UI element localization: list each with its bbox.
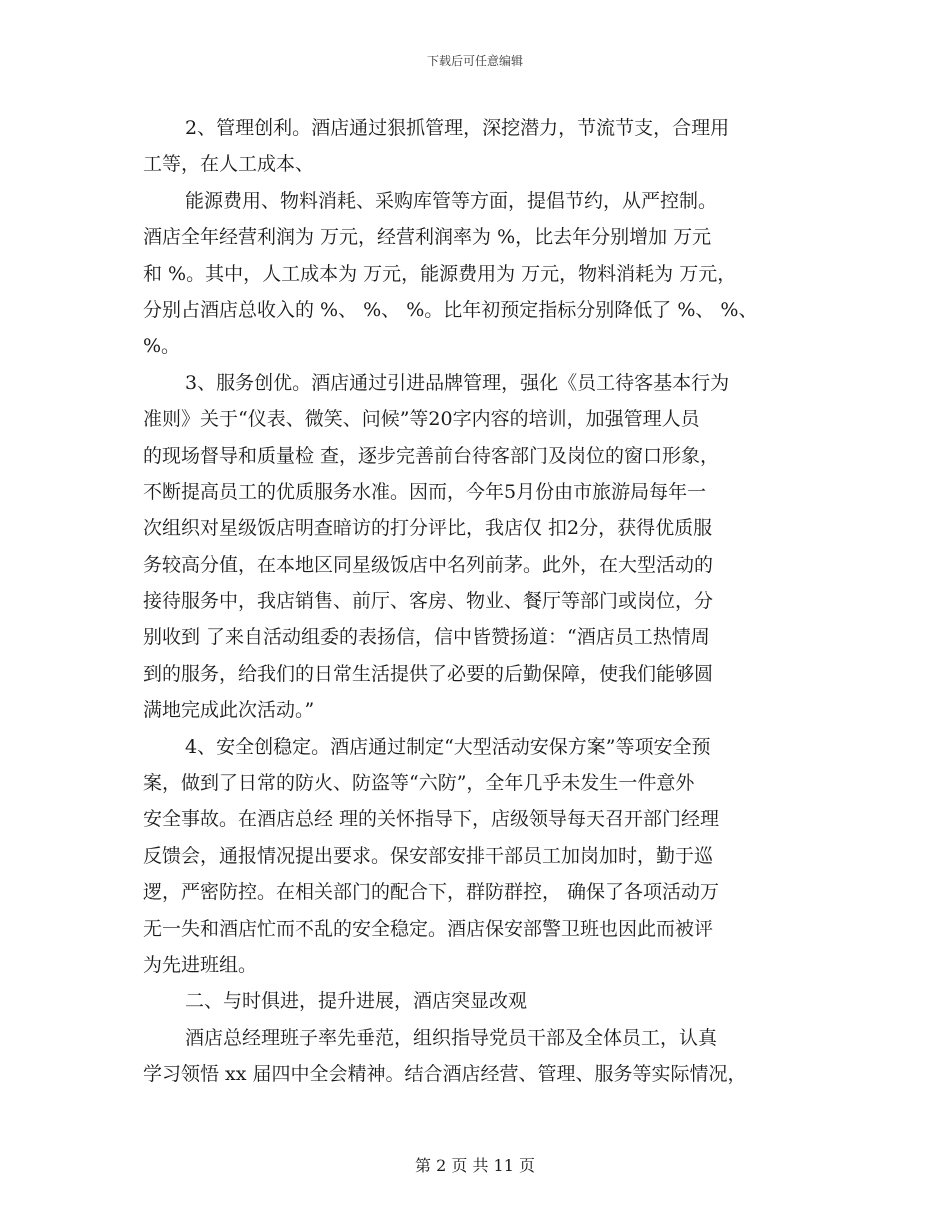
text-line: 务较高分值，在本地区同星级饭店中名列前茅。此外，在大型活动的 xyxy=(143,553,714,576)
text-line: 安全事故。在酒店总经 理的关怀指导下，店级领导每天召开部门经理 xyxy=(143,808,720,831)
text-line: 逻，严密防控。在相关部门的配合下，群防群控， 确保了各项活动万 xyxy=(143,881,720,904)
text-line: 满地完成此次活动。” xyxy=(143,699,315,722)
text-line: 3、服务创优。酒店通过引进品牌管理，强化《员工待客基本行为 xyxy=(185,371,730,394)
page-header: 下载后可任意编辑 xyxy=(426,54,523,68)
text-line: 次组织对星级饭店明查暗访的打分评比，我店仅 扣2分，获得优质服 xyxy=(143,517,713,540)
page-footer: 第 2 页 共 11 页 xyxy=(415,1156,535,1175)
text-line: 为先进班组。 xyxy=(143,953,258,976)
text-line: 到的服务，给我们的日常生活提供了必要的后勤保障，使我们能够圆 xyxy=(143,662,714,685)
text-line: 分别占酒店总收入的 %、 %、 %。比年初预定指标分别降低了 %、 %、 xyxy=(143,298,758,321)
text-line: 接待服务中，我店销售、前厅、客房、物业、餐厅等部门或岗位，分 xyxy=(143,590,714,613)
text-line: 反馈会，通报情况提出要求。保安部安排干部员工加岗加时，勤于巡 xyxy=(143,844,714,867)
text-line: 学习领悟 xx 届四中全会精神。结合酒店经营、管理、服务等实际情况， xyxy=(143,1063,747,1086)
text-line: 的现场督导和质量检 查，逐步完善前台待客部门及岗位的窗口形象， xyxy=(143,444,720,467)
text-line: 酒店全年经营利润为 万元，经营利润率为 %，比去年分别增加 万元 xyxy=(143,226,712,249)
text-line: 和 %。其中，人工成本为 万元，能源费用为 万元，物料消耗为 万元， xyxy=(143,262,737,285)
text-line: 二、与时俱进，提升进展，酒店突显改观 xyxy=(185,990,528,1013)
document-body xyxy=(143,110,815,1093)
text-line: 不断提高员工的优质服务水准。因而，今年5月份由市旅游局每年一 xyxy=(143,480,707,503)
text-line: 能源费用、物料消耗、采购库管等方面，提倡节约，从严控制。 xyxy=(185,189,718,212)
text-line: %。 xyxy=(143,335,181,358)
text-line: 准则》关于“仪表、微笑、问候”等20字内容的培训，加强管理人员 xyxy=(143,408,700,431)
text-line: 案，做到了日常的防火、防盗等“六防”，全年几乎未发生一件意外 xyxy=(143,772,695,795)
text-line: 无一失和酒店忙而不乱的安全稳定。酒店保安部警卫班也因此而被评 xyxy=(143,917,714,940)
text-line: 别收到 了来自活动组委的表扬信，信中皆赞扬道：“酒店员工热情周 xyxy=(143,626,710,649)
text-line: 4、安全创稳定。酒店通过制定“大型活动安保方案”等项安全预 xyxy=(185,735,711,758)
text-line: 酒店总经理班子率先垂范，组织指导党员干部及全体员工，认真 xyxy=(185,1026,718,1049)
text-line: 工等，在人工成本、 xyxy=(143,153,315,176)
text-line: 2、管理创利。酒店通过狠抓管理，深挖潜力，节流节支，合理用 xyxy=(185,117,730,139)
